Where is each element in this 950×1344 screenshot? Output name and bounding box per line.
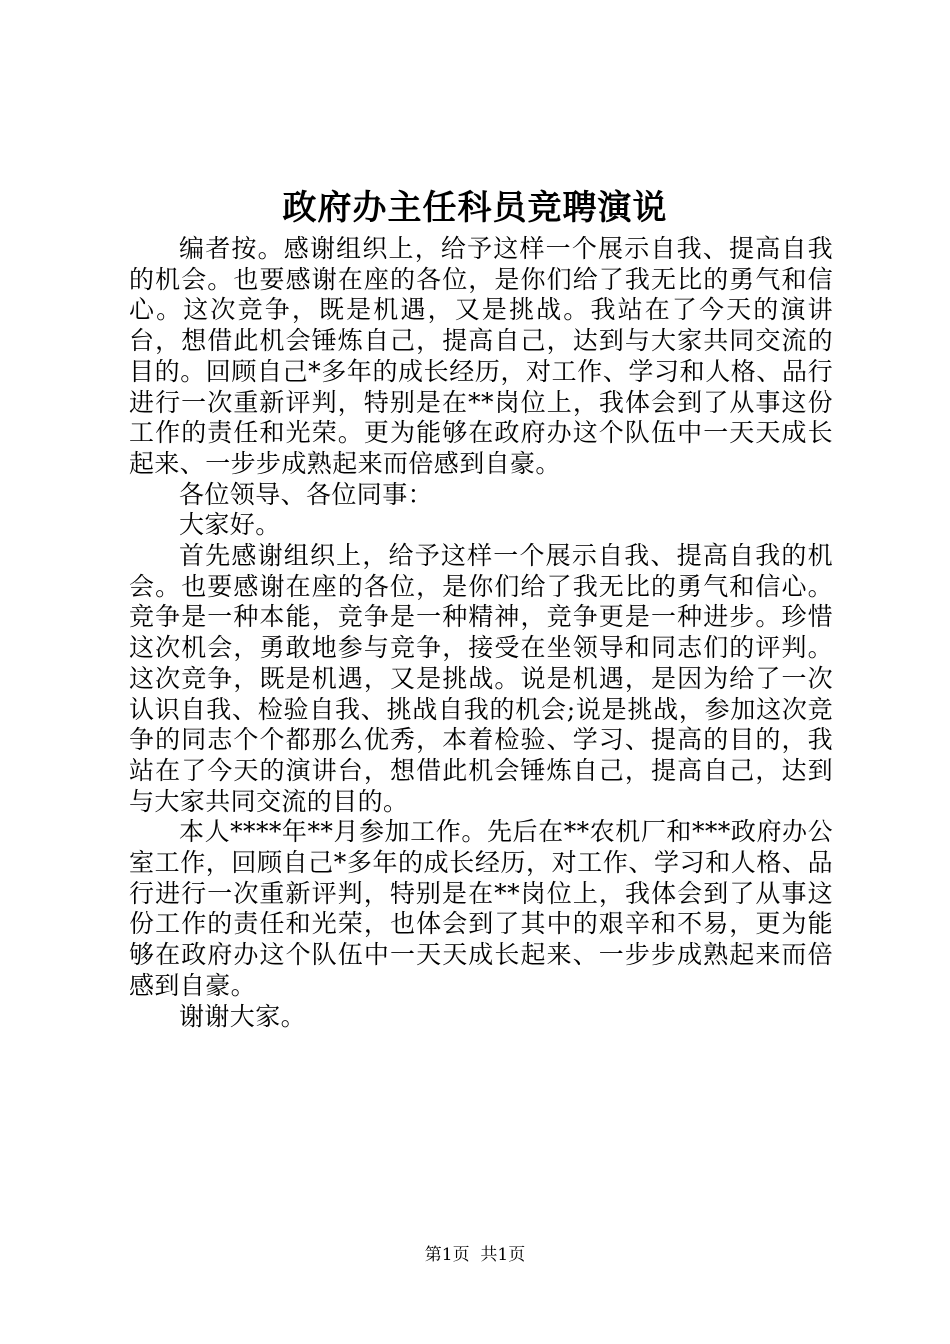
document-body [129, 234, 833, 1032]
greeting-paragraph: 大家好。 [179, 510, 281, 540]
salutation-paragraph: 各位领导、各位同事： [179, 479, 434, 509]
page-number-footer: 第1页 共1页 [424, 1245, 526, 1265]
background-paragraph: 本人****年**月参加工作。先后在**农机厂和***政府办公室工作，回顾自己*多年的成长经历，对工作、学习和人格、品行进行一次重新评判，特别是在**岗位上，我体会到了从事这份工作的责任和光荣，也体会到了其中的艰辛和不易，更为能够在政府办这个队伍中一天天成长起来、一步步成熟起来而倍感到自豪。 [129, 817, 833, 1000]
editor-note-paragraph: 编者按。感谢组织上，给予这样一个展示自我、提高自我的机会。也要感谢在座的各位，是你们给了我无比的勇气和信心。这次竞争，既是机遇，又是挑战。我站在了今天的演讲台，想借此机会锤炼自己，提高自己，达到与大家共同交流的目的。回顾自己*多年的成长经历，对工作、学习和人格、品行进行一次重新评判，特别是在**岗位上，我体会到了从事这份工作的责任和光荣。更为能够在政府办这个队伍中一天天成长起来、一步步成熟起来而倍感到自豪。 [129, 234, 833, 478]
document-title: 政府办主任科员竞聘演说 [282, 188, 668, 228]
closing-paragraph: 谢谢大家。 [179, 1001, 307, 1031]
thanks-paragraph: 首先感谢组织上，给予这样一个展示自我、提高自我的机会。也要感谢在座的各位，是你们给了我无比的勇气和信心。竞争是一种本能，竞争是一种精神，竞争更是一种进步。珍惜这次机会，勇敢地参与竞争，接受在坐领导和同志们的评判。这次竞争，既是机遇，又是挑战。说是机遇，是因为给了一次认识自我、检验自我、挑战自我的机会;说是挑战，参加这次竞争的同志个个都那么优秀，本着检验、学习、提高的目的，我站在了今天的演讲台，想借此机会锤炼自己，提高自己，达到与大家共同交流的目的。 [129, 541, 833, 816]
